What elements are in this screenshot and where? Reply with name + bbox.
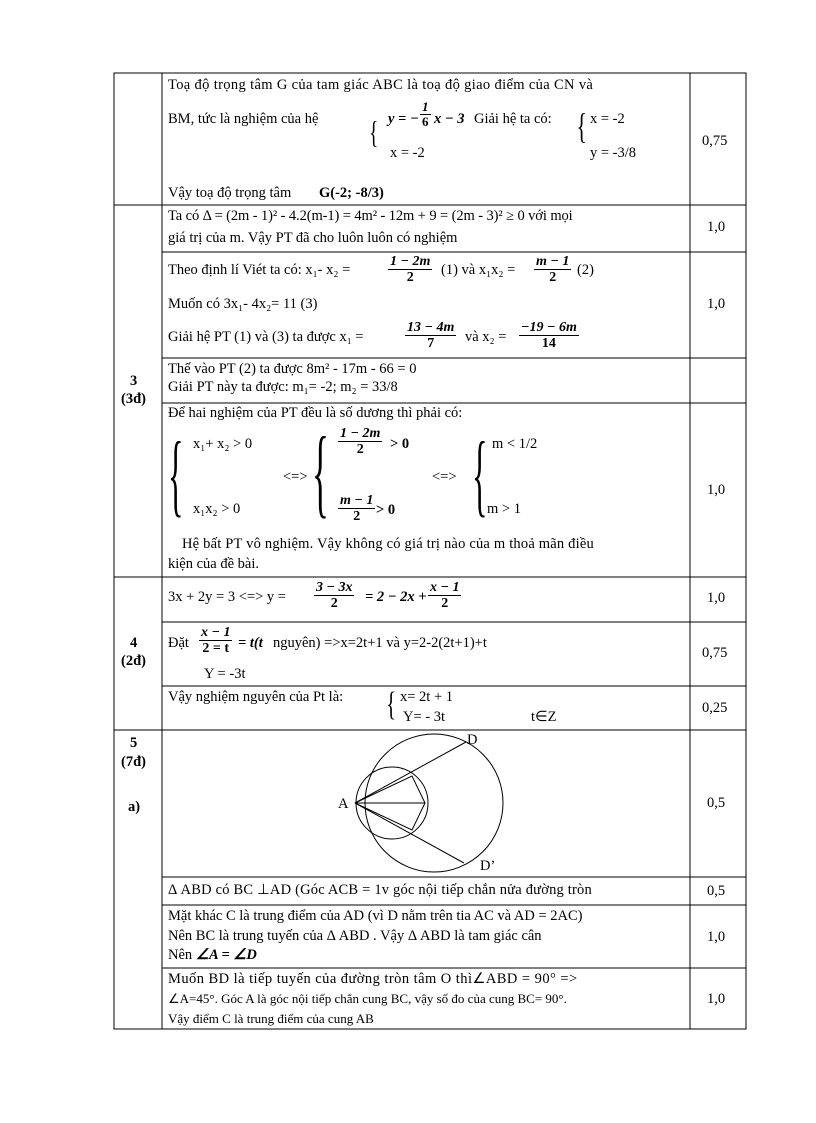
section-points: (7đ): [121, 754, 146, 770]
text-line: Để hai nghiệm của PT đều là số dương thì phải có:: [168, 405, 463, 421]
fraction: $\frac{m - 1}{2}$: [340, 493, 374, 525]
score: 1,0: [707, 296, 726, 312]
equation: y = −: [388, 111, 419, 127]
text-line: 3x + 2y = 3 <=> y =: [168, 589, 286, 605]
text-line: Vậy điểm C là trung điểm của cung AB: [168, 1011, 374, 1026]
text-line: = 2 − 2x +: [365, 589, 427, 605]
text-line: y = -3/8: [590, 145, 637, 161]
text-line: Ta có Δ = (2m - 1)² - 4.2(m-1) = 4m² - 12m + 9 = (2m - 3)² ≥ 0 với mọi: [168, 208, 573, 224]
point-label: D’: [480, 858, 496, 874]
brace: {: [168, 423, 184, 525]
text-line: > 0: [390, 436, 410, 452]
text-line: ∠A = ∠D: [196, 947, 257, 963]
text-line: Mặt khác C là trung điểm của AD (vì D nằm trên tia AC và AD = 2AC): [168, 908, 583, 924]
text-line: x₁+ x₂ > 0: [193, 436, 253, 452]
text-line: Muốn có 3x₁- 4x₂= 11 (3): [168, 296, 318, 312]
text-line: t∈Z: [531, 709, 557, 725]
text-line: và x₂ =: [465, 329, 507, 345]
score: 1,0: [707, 219, 726, 235]
fraction: $\frac{1 - 2m}{2}$: [340, 426, 381, 458]
fraction: $\frac{1}{6}$: [422, 99, 429, 130]
text-line: giá trị của m. Vậy PT đã cho luôn luôn có nghiệm: [168, 230, 458, 246]
section-points: (2đ): [121, 653, 146, 669]
text-line: Δ ABD có BC ⊥AD (Góc ACB = 1v góc nội tiếp chắn nửa đường tròn: [168, 882, 592, 898]
fraction: $\frac{x - 1}{2}$: [430, 580, 460, 612]
text-line: x = -2: [590, 111, 625, 127]
text-line: ∠A=45°. Góc A là góc nội tiếp chắn cung BC, vậy số đo của cung BC= 90°.: [168, 991, 567, 1006]
brace: {: [472, 423, 488, 525]
text-line: Y = -3t: [204, 666, 246, 682]
text-line: m > 1: [487, 501, 521, 517]
brace: {: [386, 686, 397, 723]
fraction: $\frac{13 - 4m}{7}$: [407, 320, 455, 352]
point-label: A: [338, 796, 349, 812]
text-line: BM, tức là nghiệm của hệ: [168, 111, 319, 127]
text-line: Đặt: [168, 635, 189, 651]
score: 0,75: [702, 645, 728, 661]
text-line: Thế vào PT (2) ta được 8m² - 17m - 66 = 0: [168, 361, 417, 377]
text-line: Theo định lí Viét ta có: x₁- x₂ =: [168, 262, 351, 278]
text-line: <=>: [432, 469, 457, 485]
text-line: Giải hệ PT (1) và (3) ta được x₁ =: [168, 329, 364, 345]
score: 0,5: [707, 883, 726, 899]
brace: {: [312, 416, 329, 527]
section-number: 4: [130, 635, 138, 651]
section-number: 5: [130, 735, 138, 751]
section-part: a): [128, 799, 141, 815]
fraction: $\frac{3 - 3x}{2}$: [316, 580, 353, 612]
text-line: Vậy toạ độ trọng tâm: [168, 185, 292, 201]
score: 1,0: [707, 590, 726, 606]
brace: {: [576, 106, 587, 146]
text-line: > 0: [376, 502, 396, 518]
text-line: (2): [577, 262, 594, 278]
section-points: (3đ): [121, 391, 146, 407]
text-line: Vậy nghiệm nguyên của Pt là:: [168, 689, 344, 705]
score: 1,0: [707, 929, 726, 945]
text-line: Nên: [168, 947, 193, 963]
text-line: Giải PT này ta được: m₁= -2; m₂ = 33/8: [168, 379, 398, 395]
point-label: D: [467, 732, 478, 748]
text-line: = t(t: [238, 635, 263, 651]
section-number: 3: [130, 373, 138, 389]
text-line: Muốn BD là tiếp tuyến của đường tròn tâm O thì∠ABD = 90° =>: [168, 971, 578, 987]
text-line: x= 2t + 1: [400, 689, 454, 705]
text-line: G(-2; -8/3): [319, 185, 384, 201]
score: 1,0: [707, 991, 726, 1007]
text-line: <=>: [283, 469, 308, 485]
text-line: (1) và x₁x₂ =: [441, 262, 516, 278]
score: 1,0: [707, 482, 726, 498]
fraction: $\frac{-19 - 6m}{14}$: [521, 320, 577, 352]
brace: {: [369, 114, 379, 150]
geometry-figure: [330, 732, 530, 874]
text-line: Hệ bất PT vô nghiệm. Vậy không có giá trị nào của m thoả mãn điều: [182, 536, 594, 552]
text-line: nguyên) =>x=2t+1 và y=2-2(2t+1)+t: [273, 635, 487, 651]
score: 0,5: [707, 795, 726, 811]
score: 0,75: [702, 133, 728, 149]
fraction: $\frac{1 - 2m}{2}$: [390, 254, 431, 286]
equation: x − 3: [434, 111, 465, 127]
text-line: kiện của đề bài.: [168, 556, 259, 572]
text-line: x = -2: [390, 145, 425, 161]
score: 0,25: [702, 700, 728, 716]
text-line: Giải hệ ta có:: [474, 111, 552, 127]
text-line: x₁x₂ > 0: [193, 501, 241, 517]
text-line: Nên BC là trung tuyến của Δ ABD . Vậy Δ ABD là tam giác cân: [168, 928, 542, 944]
text-line: Y= - 3t: [403, 709, 446, 725]
text-line: Toạ độ trọng tâm G của tam giác ABC là toạ độ giao điểm của CN và: [168, 77, 594, 93]
text-line: m < 1/2: [492, 436, 538, 452]
fraction: $\frac{x - 1}{2 = t}$: [201, 625, 231, 657]
fraction: $\frac{m - 1}{2}$: [536, 254, 570, 286]
